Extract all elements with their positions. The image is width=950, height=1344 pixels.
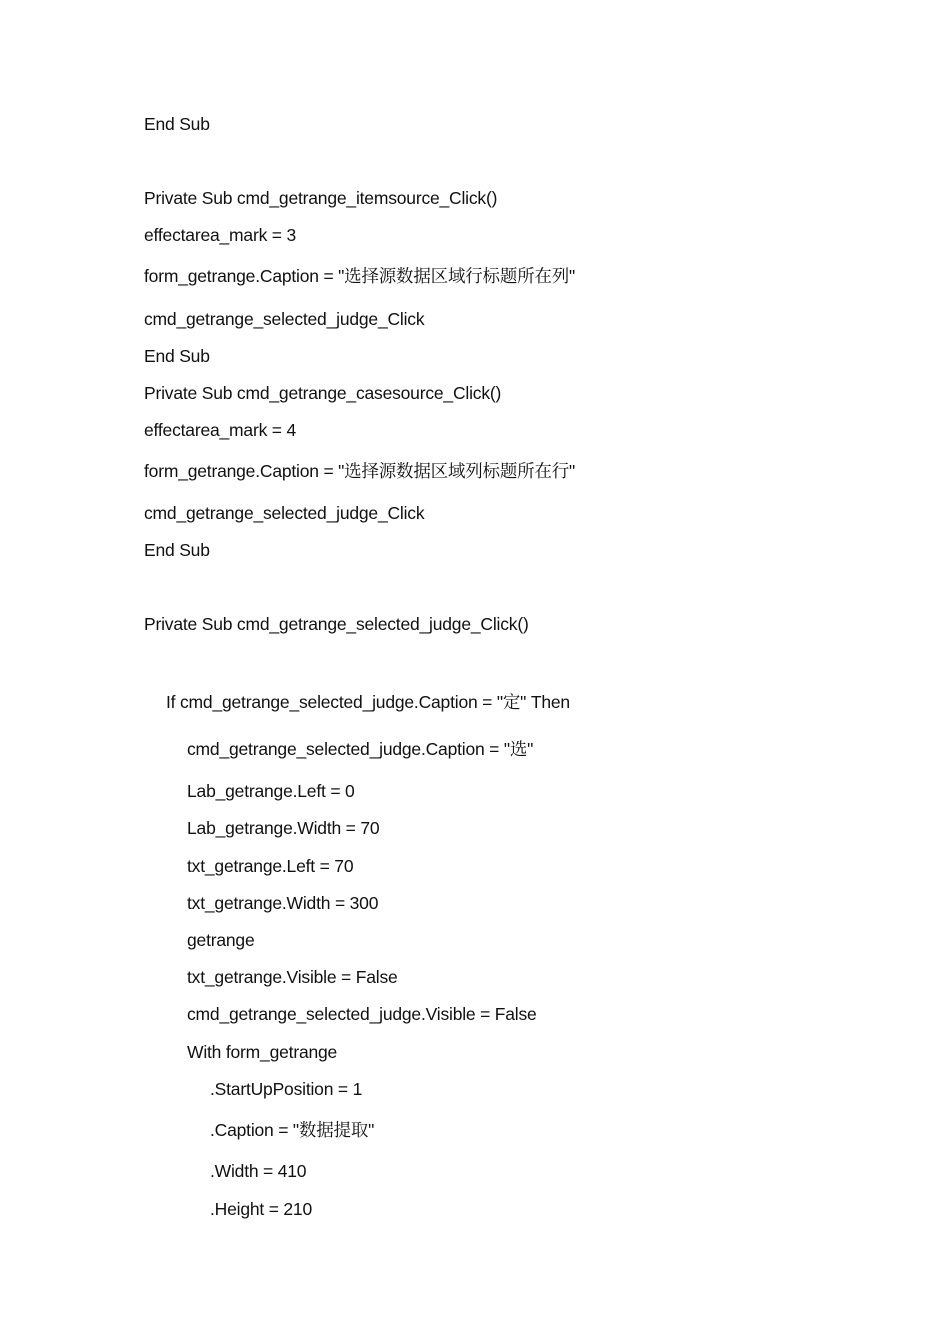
code-line: txt_getrange.Visible = False [187,967,398,987]
code-line: .Width = 410 [210,1161,307,1181]
code-line: If cmd_getrange_selected_judge.Caption = "定" Then [166,692,570,712]
code-line: Lab_getrange.Left = 0 [187,781,355,801]
code-line: effectarea_mark = 4 [144,420,297,440]
code-line: Lab_getrange.Width = 70 [187,818,380,838]
code-line: End Sub [144,346,210,366]
code-line: cmd_getrange_selected_judge_Click [144,309,425,329]
code-line: .Height = 210 [210,1199,312,1219]
code-line: effectarea_mark = 3 [144,225,297,245]
code-line: Private Sub cmd_getrange_selected_judge_Click() [144,614,529,634]
code-line: txt_getrange.Left = 70 [187,856,354,876]
code-line: txt_getrange.Width = 300 [187,893,379,913]
code-line: Private Sub cmd_getrange_itemsource_Click() [144,188,498,208]
code-line: .Caption = "数据提取" [210,1120,375,1140]
code-line: End Sub [144,114,210,134]
code-line: cmd_getrange_selected_judge.Visible = False [187,1004,537,1024]
code-line: cmd_getrange_selected_judge.Caption = "选" [187,739,534,759]
code-line: End Sub [144,540,210,560]
code-line: cmd_getrange_selected_judge_Click [144,503,425,523]
code-line: Private Sub cmd_getrange_casesource_Click() [144,383,502,403]
code-line: form_getrange.Caption = "选择源数据区域列标题所在行" [144,461,576,481]
code-line: getrange [187,930,255,950]
code-line: .StartUpPosition = 1 [210,1079,363,1099]
code-line: form_getrange.Caption = "选择源数据区域行标题所在列" [144,266,576,286]
code-line: With form_getrange [187,1042,338,1062]
